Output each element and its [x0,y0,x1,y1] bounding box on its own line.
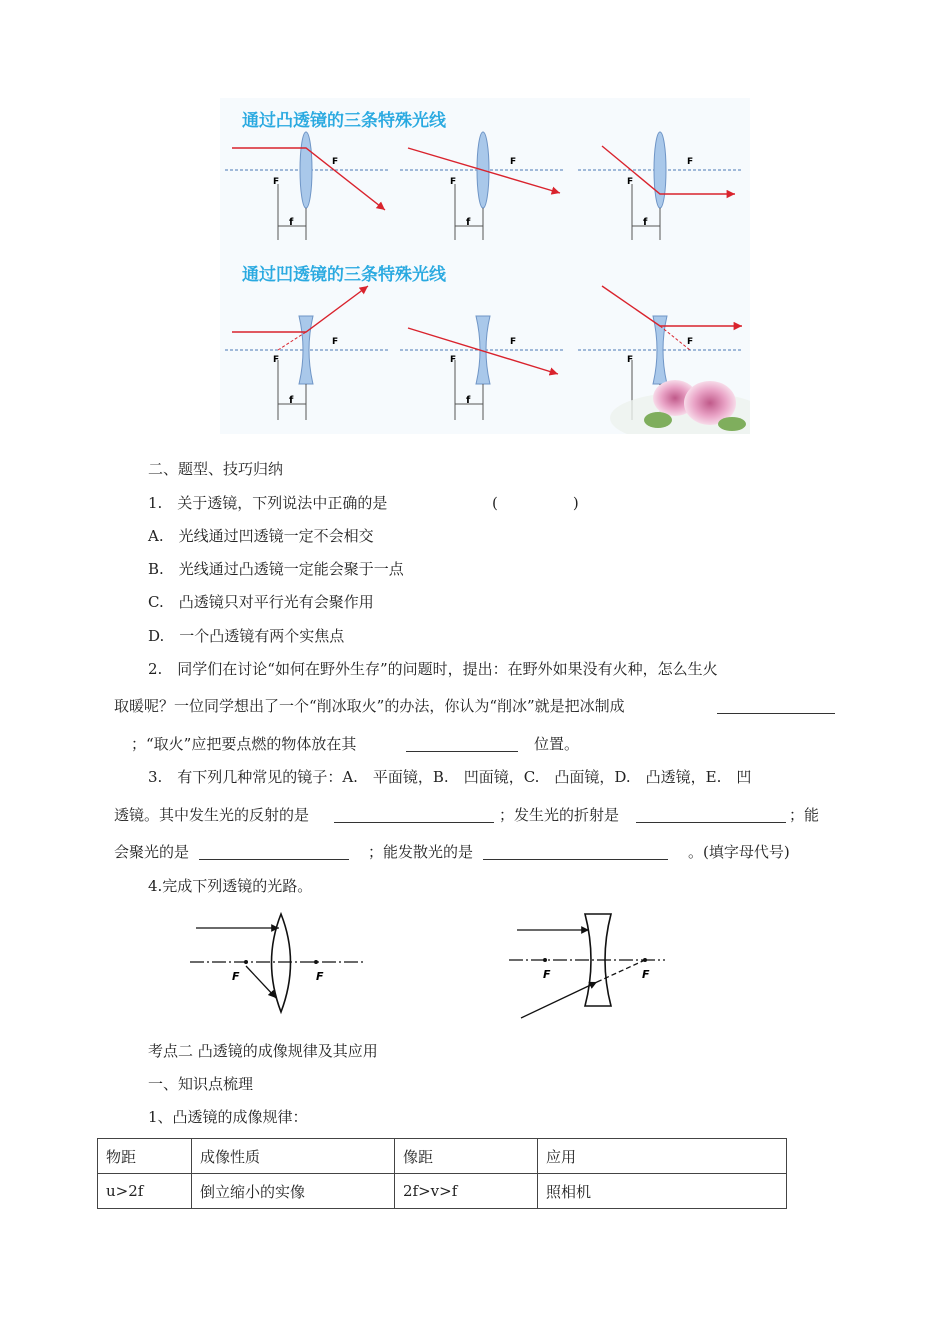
table-header: 成像性质 [192,1139,395,1174]
table-header: 物距 [98,1139,192,1174]
focus-label: F [642,968,650,981]
convex-lens-exercise[interactable] [186,908,371,1018]
focus-label: F [332,157,339,167]
question-3-line3a: 会聚光的是 [114,843,190,861]
focal-length-label: f [466,217,471,228]
focus-label: F [510,157,517,167]
answer-blank[interactable] [406,736,518,752]
lens-rays-diagram [220,98,750,434]
table-header-row [98,1139,787,1174]
table-cell: 倒立缩小的实像 [192,1174,395,1209]
answer-paren: ( ) [492,494,579,512]
table-row [98,1174,787,1209]
table-cell: 2f>v>f [395,1174,538,1209]
answer-blank[interactable] [483,844,668,860]
table-header: 像距 [395,1139,538,1174]
convex-rays-title: 通过凸透镜的三条特殊光线 [242,111,446,131]
table-cell: 照相机 [538,1174,787,1209]
focus-label: F [450,177,457,187]
focus-label: F [273,177,280,187]
answer-blank[interactable] [636,807,786,823]
question-1-stem: 1. 关于透镜，下列说法中正确的是 [148,494,388,512]
option-b: B. 光线通过凸透镜一定能会聚于一点 [148,560,404,578]
option-c: C. 凸透镜只对平行光有会聚作用 [148,593,374,611]
focus-label: F [510,337,517,347]
focus-label: F [627,355,634,365]
section-heading: 二、题型、技巧归纳 [148,460,284,478]
focus-label: F [450,355,457,365]
lens-rays-figure [220,98,750,434]
rule-heading: 1、凸透镜的成像规律： [148,1108,308,1126]
answer-blank[interactable] [334,807,494,823]
convex-lens [654,132,666,208]
incident-ray [521,982,597,1018]
focus-label: F [543,968,551,981]
question-3-line2c: ；能 [789,806,820,824]
option-a: A. 光线通过凹透镜一定不会相交 [148,527,374,545]
table-cell: u>2f [98,1174,192,1209]
imaging-rules-table [97,1138,787,1209]
question-2-line3a: ；“取火”应把要点燃的物体放在其 [131,735,357,753]
question-3-line2b: ；发生光的折射是 [499,806,620,824]
question-3-line1: 3. 有下列几种常见的镜子：A. 平面镜，B. 凹面镜，C. 凸面镜，D. 凸透镜，E. 凹 [148,768,752,786]
focus-label: F [332,337,339,347]
focus-label: F [273,355,280,365]
question-3-line3c: 。(填字母代号) [688,843,790,861]
focus-label: F [316,970,324,983]
convex-lens [272,914,291,1012]
focal-length-label: f [289,217,294,228]
question-3-line3b: ；能发散光的是 [368,843,474,861]
table-header: 应用 [538,1139,787,1174]
answer-blank[interactable] [717,698,835,714]
question-4-stem: 4.完成下列透镜的光路。 [148,877,313,895]
concave-lens-exercise[interactable] [505,908,670,1023]
focus-label: F [232,970,240,983]
topic-heading: 考点二 凸透镜的成像规律及其应用 [148,1042,378,1060]
question-2-line3b: 位置。 [534,735,580,753]
question-2-line2: 取暖呢？一位同学想出了一个“削冰取火”的办法，你认为“削冰”就是把冰制成 [114,697,625,715]
question-3-line2a: 透镜。其中发生光的反射的是 [114,806,310,824]
concave-rays-title: 通过凹透镜的三条特殊光线 [242,265,446,285]
focal-length-label: f [289,395,294,406]
convex-lens [300,132,312,208]
subsection-heading: 一、知识点梳理 [148,1075,254,1093]
focus-label: F [627,177,634,187]
option-d: D. 一个凸透镜有两个实焦点 [148,627,345,645]
answer-blank[interactable] [199,844,349,860]
focal-length-label: f [643,217,648,228]
focus-label: F [687,337,694,347]
question-2-line1: 2. 同学们在讨论“如何在野外生存”的问题时，提出：在野外如果没有火种，怎么生火 [148,660,718,678]
focus-label: F [687,157,694,167]
focal-length-label: f [466,395,471,406]
